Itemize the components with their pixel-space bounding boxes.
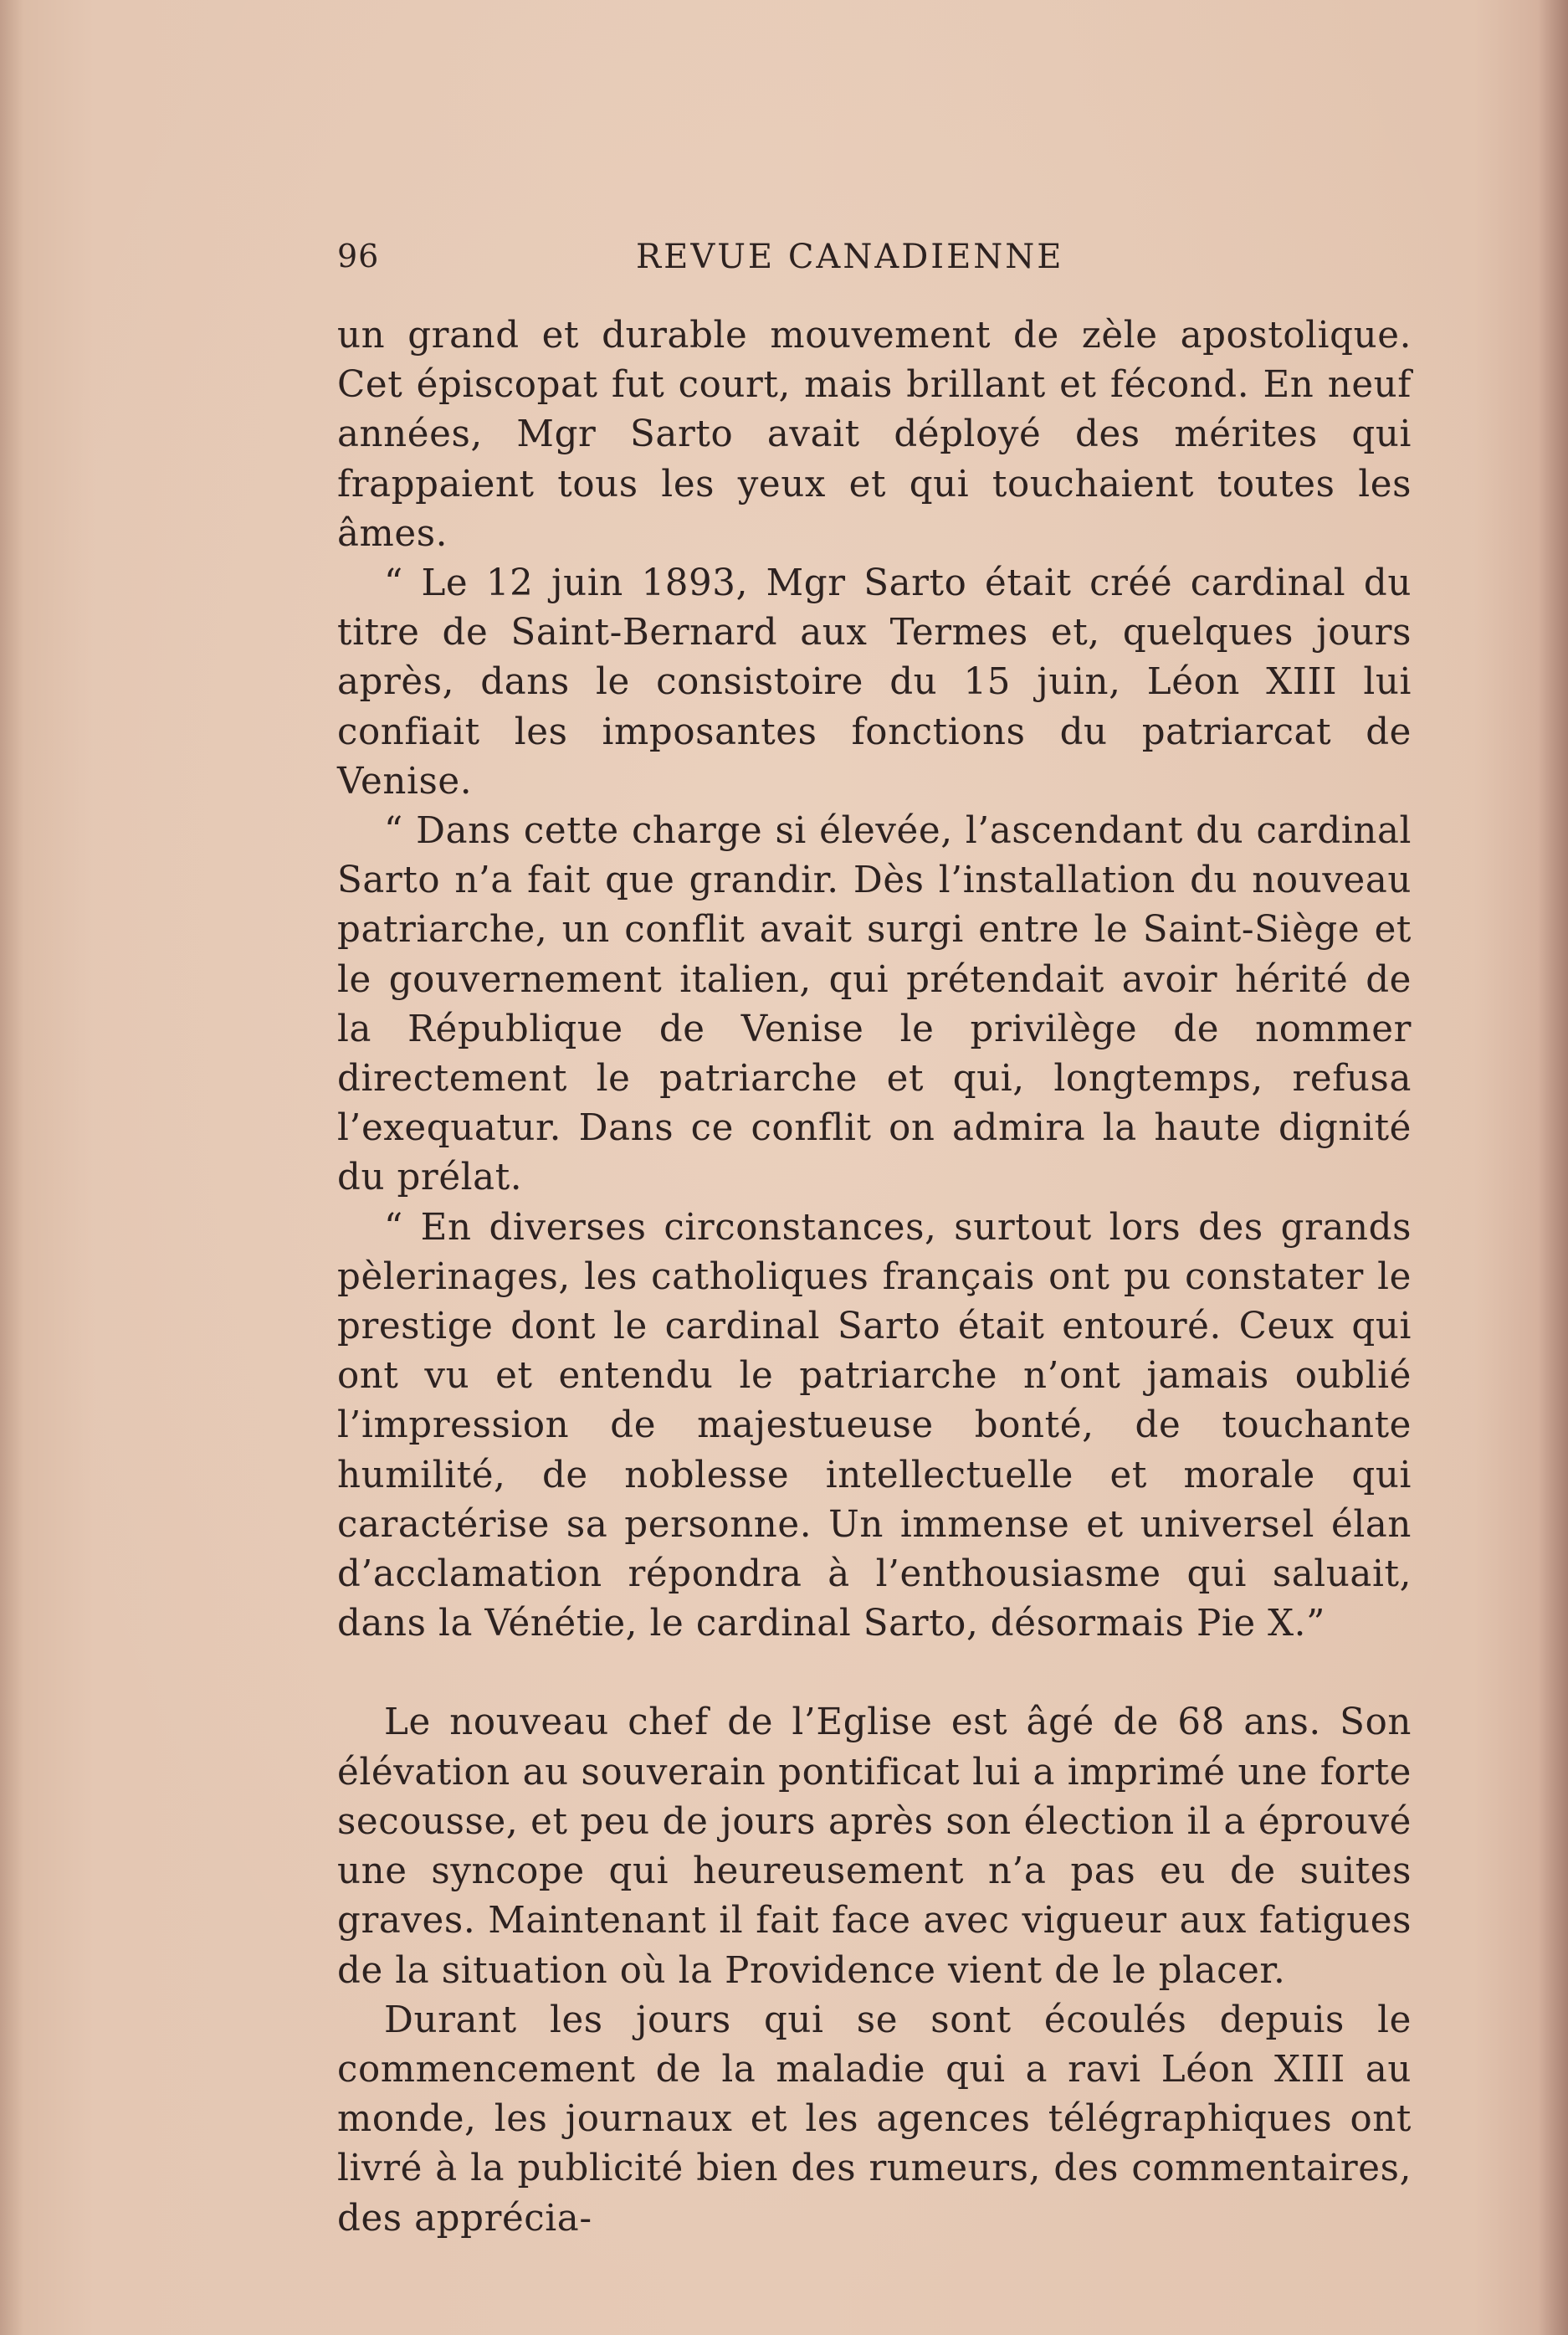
paragraph-4: “ En diverses circonstances, surtout lors des grands pèlerinages, les catholiques français ont pu constater le prestige dont le cardinal Sarto était entouré. Ceux qui ont vu et entendu le patriarche n’ont jamais oublié l’impression de majestueuse bonté, de touchante humilité, de noblesse intellectuelle et morale qui caractérise sa personne. Un immense et universel élan d’acclamation répondra à l’enthousiasme qui saluait, dans la Vénétie, le cardinal Sarto, désormais Pie X.” [337, 1206, 1412, 1645]
paragraph-6: Durant les jours qui se sont écoulés depuis le commencement de la maladie qui a ravi Léon XIII au monde, les journaux et les agences télégraphiques ont livré à la publicité bien des rumeurs, des commentaires, des apprécia- [337, 1999, 1412, 2240]
paragraph-1: un grand et durable mouvement de zèle apostolique. Cet épiscopat fut court, mais brillant et fécond. En neuf années, Mgr Sarto avait déployé des mérites qui frappaient tous les yeux et qui touchaient toutes les âmes. [337, 315, 1412, 555]
page-header [337, 238, 1412, 288]
paragraph-3: “ Dans cette charge si élevée, l’ascendant du cardinal Sarto n’a fait que grandir. Dès l’installation du nouveau patriarche, un conflit avait surgi entre le Saint-Siège et le gouvernement italien, qui prétendait avoir hérité de la République de Venise le privilège de nommer directement le patriarche et qui, longtemps, refusa l’exequatur. Dans ce conflit on admira la haute dignité du prélat. [337, 810, 1412, 1199]
body-text [337, 311, 1412, 2244]
running-title: REVUE CANADIENNE [636, 238, 1064, 276]
page-right-edge-shadow [1538, 0, 1568, 2335]
page-number: 96 [337, 238, 380, 275]
paragraph-2: “ Le 12 juin 1893, Mgr Sarto était créé cardinal du titre de Saint-Bernard aux Termes et, quelques jours après, dans le consistoire du 15 juin, Léon XIII lui confiait les imposantes fonctions du patriarcat de Venise. [337, 562, 1412, 803]
page-left-edge-shadow [0, 0, 23, 2335]
paragraph-5: Le nouveau chef de l’Eglise est âgé de 68 ans. Son élévation au souverain pontificat lui a imprimé une forte secousse, et peu de jours après son élection il a éprouvé une syncope qui heureusement n’a pas eu de suites graves. Maintenant il fait face avec vigueur aux fatigues de la situation où la Providence vient de le placer. [337, 1701, 1412, 1992]
